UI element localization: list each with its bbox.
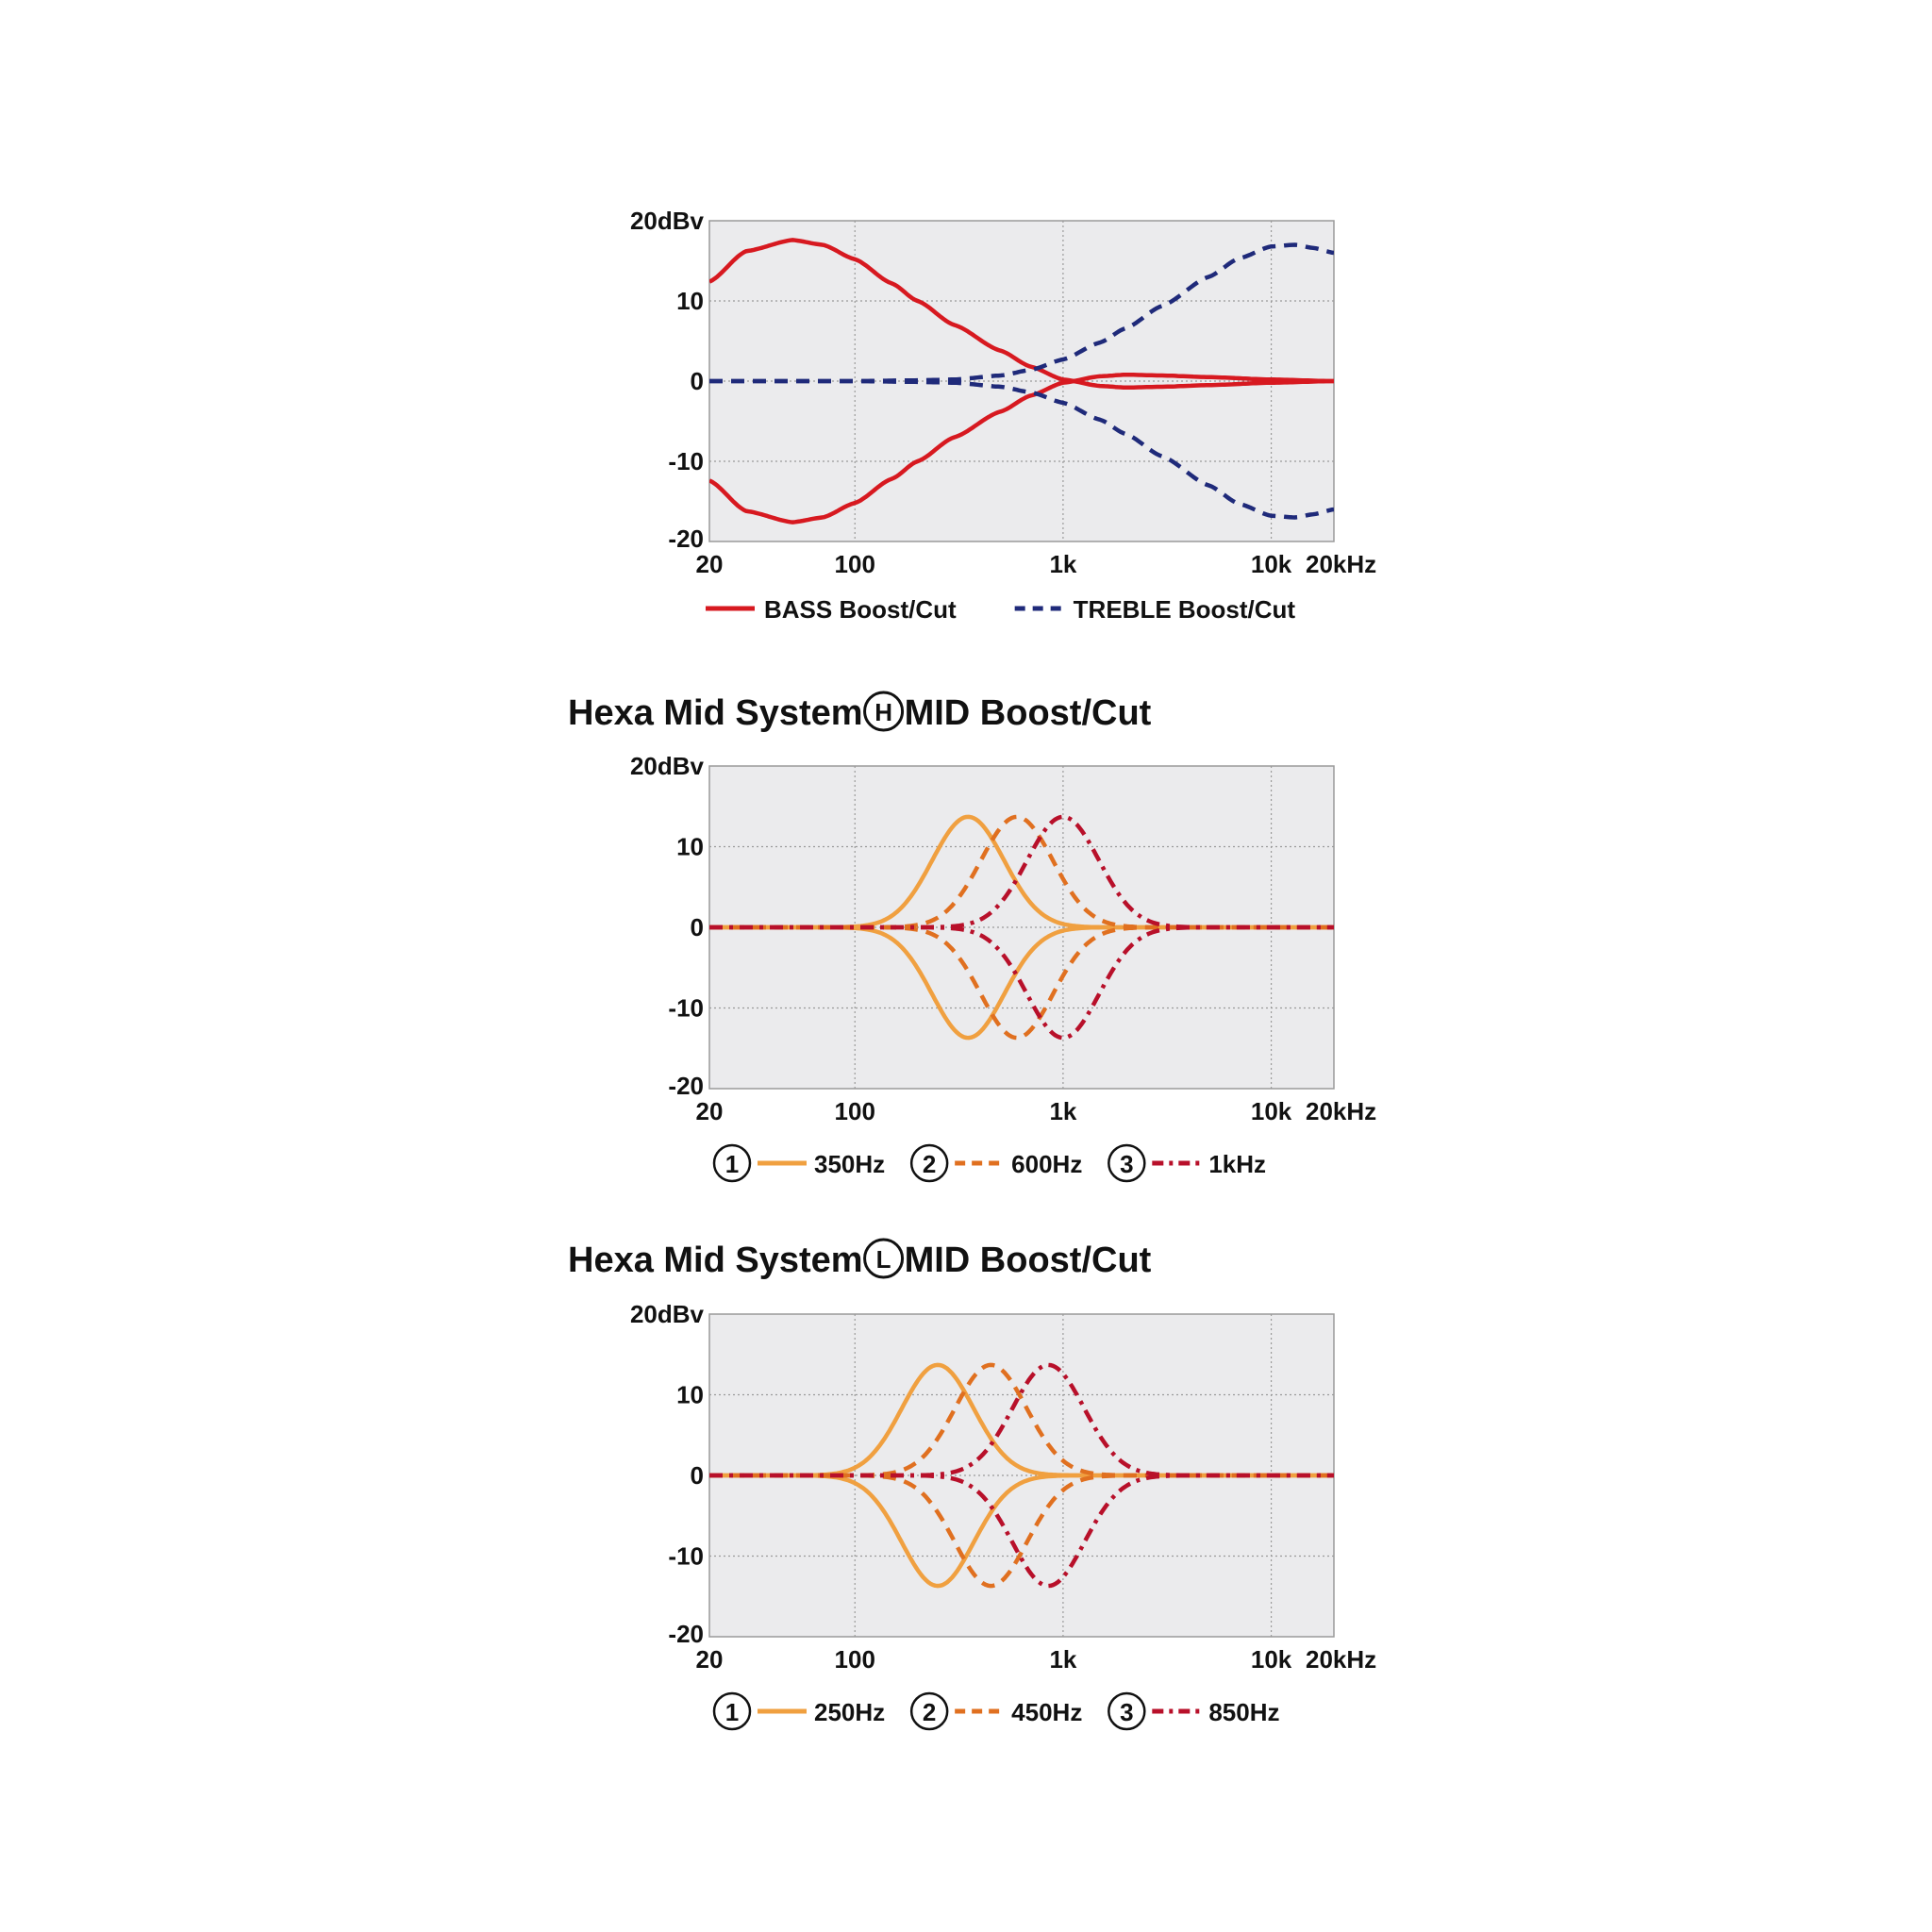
y-tick-label: 10 bbox=[676, 832, 704, 861]
x-tick-label: 20kHz bbox=[1306, 1645, 1377, 1674]
legend-label: 600Hz bbox=[1011, 1150, 1083, 1178]
legend-label: 350Hz bbox=[814, 1150, 886, 1178]
legend bbox=[714, 1145, 1266, 1181]
legend-label: 850Hz bbox=[1208, 1698, 1280, 1726]
title-marker-letter: L bbox=[875, 1245, 891, 1274]
legend-number: 3 bbox=[1120, 1698, 1134, 1726]
x-tick-label: 10k bbox=[1250, 550, 1292, 578]
x-tick-label: 100 bbox=[834, 1645, 875, 1674]
chart-title bbox=[568, 692, 1152, 733]
y-tick-label: -10 bbox=[668, 447, 704, 475]
x-tick-label: 20 bbox=[695, 1097, 724, 1125]
legend-number: 2 bbox=[922, 1698, 937, 1726]
legend-label: TREBLE Boost/Cut bbox=[1073, 595, 1296, 624]
legend bbox=[706, 595, 1295, 624]
y-tick-label: 0 bbox=[690, 1461, 704, 1490]
chart-title-suffix: MID Boost/Cut bbox=[904, 693, 1152, 733]
chart-3 bbox=[568, 1240, 1376, 1729]
legend-label: BASS Boost/Cut bbox=[764, 595, 957, 624]
y-tick-label: 10 bbox=[676, 1380, 704, 1409]
legend-item bbox=[1108, 1693, 1279, 1729]
y-tick-label: -20 bbox=[668, 1072, 704, 1100]
chart-2 bbox=[568, 692, 1376, 1181]
x-tick-label: 100 bbox=[834, 550, 875, 578]
x-tick-label: 20kHz bbox=[1306, 550, 1377, 578]
legend-item bbox=[911, 1693, 1082, 1729]
legend-label: 1kHz bbox=[1208, 1150, 1267, 1178]
y-tick-label: 20dBv bbox=[629, 1300, 704, 1328]
x-tick-label: 100 bbox=[834, 1097, 875, 1125]
x-tick-label: 1k bbox=[1049, 1097, 1077, 1125]
chart-title-text: Hexa Mid System bbox=[568, 693, 863, 733]
x-tick-label: 20kHz bbox=[1306, 1097, 1377, 1125]
chart-title-suffix: MID Boost/Cut bbox=[904, 1241, 1152, 1280]
legend bbox=[714, 1693, 1279, 1729]
x-tick-label: 10k bbox=[1250, 1097, 1292, 1125]
legend-item bbox=[1108, 1145, 1266, 1181]
y-tick-label: 0 bbox=[690, 913, 704, 941]
legend-item bbox=[714, 1145, 885, 1181]
legend-label: 250Hz bbox=[814, 1698, 886, 1726]
y-tick-label: 20dBv bbox=[629, 207, 704, 235]
chart-title bbox=[568, 1240, 1152, 1280]
y-tick-label: -20 bbox=[668, 525, 704, 553]
y-tick-label: 10 bbox=[676, 287, 704, 315]
x-tick-label: 20 bbox=[695, 550, 724, 578]
legend-number: 1 bbox=[724, 1698, 740, 1726]
legend-label: 450Hz bbox=[1011, 1698, 1083, 1726]
y-tick-label: 20dBv bbox=[629, 752, 704, 780]
chart-1 bbox=[630, 207, 1376, 624]
y-tick-label: -10 bbox=[668, 1541, 704, 1571]
x-tick-label: 10k bbox=[1250, 1645, 1292, 1674]
title-marker-letter: H bbox=[874, 698, 892, 726]
y-tick-label: -20 bbox=[668, 1620, 704, 1648]
legend-item bbox=[911, 1145, 1082, 1181]
legend-item bbox=[706, 595, 957, 624]
legend-item bbox=[1015, 595, 1296, 624]
x-tick-label: 20 bbox=[695, 1645, 724, 1674]
chart-title-text: Hexa Mid System bbox=[568, 1241, 863, 1280]
x-tick-label: 1k bbox=[1049, 1645, 1077, 1674]
x-tick-label: 1k bbox=[1049, 550, 1077, 578]
legend-number: 3 bbox=[1120, 1150, 1134, 1178]
y-tick-label: 0 bbox=[690, 367, 704, 395]
y-tick-label: -10 bbox=[668, 993, 704, 1023]
legend-number: 2 bbox=[922, 1150, 937, 1178]
legend-item bbox=[714, 1693, 885, 1729]
legend-number: 1 bbox=[724, 1150, 740, 1178]
